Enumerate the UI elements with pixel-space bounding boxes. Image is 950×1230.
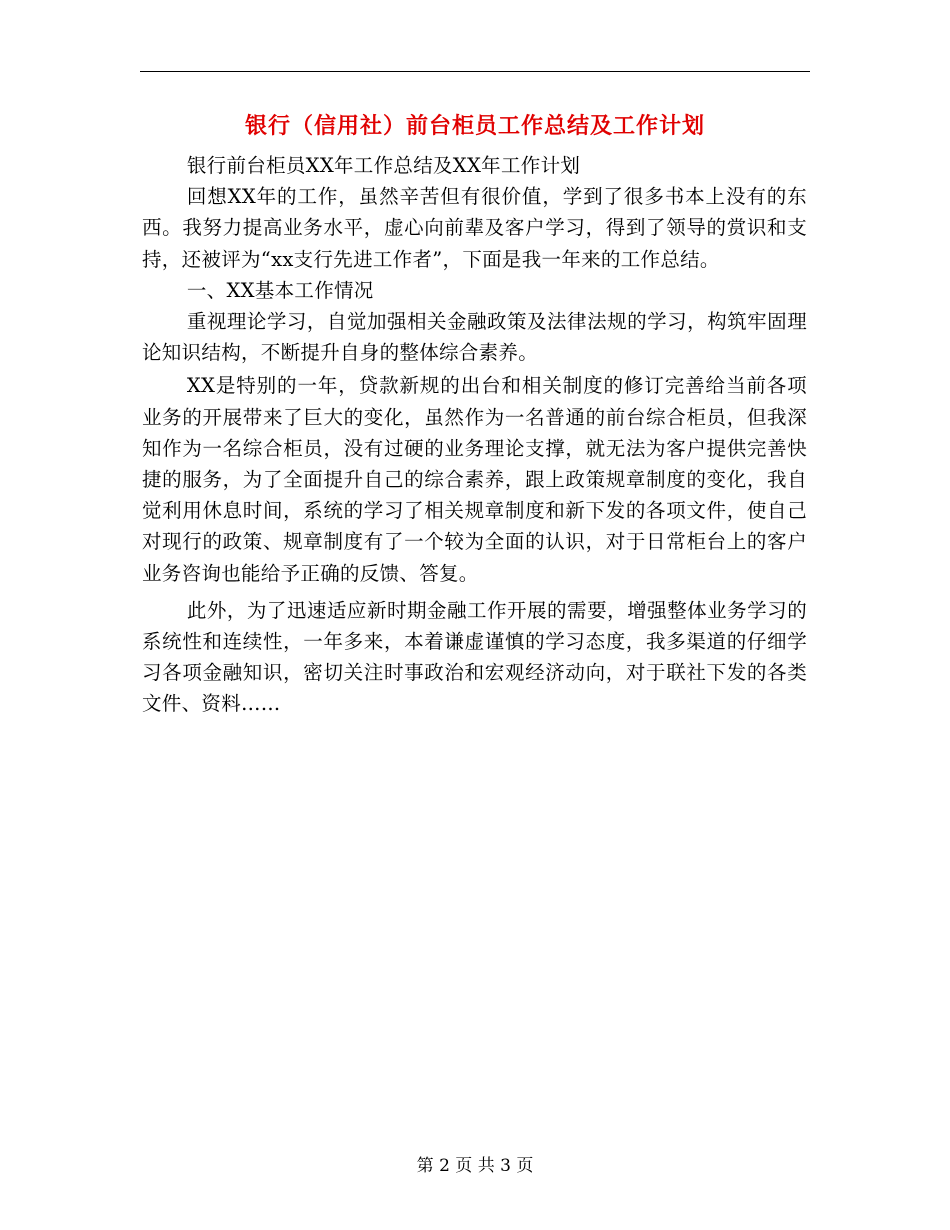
paragraph-additionally: 此外，为了迅速适应新时期金融工作开展的需要，增强整体业务学习的系统性和连续性，一年多来，本着谦虚谨慎的学习态度，我多渠道的仔细学习各项金融知识，密切关注时事政治和宏观经济动向，对于联社下发的各类文件、资料……: [142, 598, 807, 716]
paragraph-intro: 回想XX年的工作，虽然辛苦但有很价值，学到了很多书本上没有的东西。我努力提高业务水平，虚心向前辈及客户学习，得到了领导的赏识和支持，还被评为“xx支行先进工作者”，下面是我一年来的工作总结。: [142, 185, 807, 271]
header-rule: [140, 71, 810, 72]
page-number: 第 2 页 共 3 页: [416, 1156, 534, 1176]
document-title: 银行（信用社）前台柜员工作总结及工作计划: [244, 113, 705, 139]
paragraph-special-year: XX是特别的一年，贷款新规的出台和相关制度的修订完善给当前各项业务的开展带来了巨大的变化，虽然作为一名普通的前台综合柜员，但我深知作为一名综合柜员，没有过硬的业务理论支撑，就无法为客户提供完善快捷的服务，为了全面提升自己的综合素养，跟上政策规章制度的变化，我自觉利用休息时间，系统的学习了相关规章制度和新下发的各项文件，使自己对现行的政策、规章制度有了一个较为全面的认识，对于日常柜台上的客户业务咨询也能给予正确的反馈、答复。: [142, 374, 807, 585]
paragraph-theory-study: 重视理论学习，自觉加强相关金融政策及法律法规的学习，构筑牢固理论知识结构，不断提升自身的整体综合素养。: [142, 310, 807, 365]
paragraph-subtitle: 银行前台柜员XX年工作总结及XX年工作计划: [186, 154, 581, 177]
section-heading: 一、XX基本工作情况: [186, 278, 374, 302]
document-body: [142, 150, 807, 720]
